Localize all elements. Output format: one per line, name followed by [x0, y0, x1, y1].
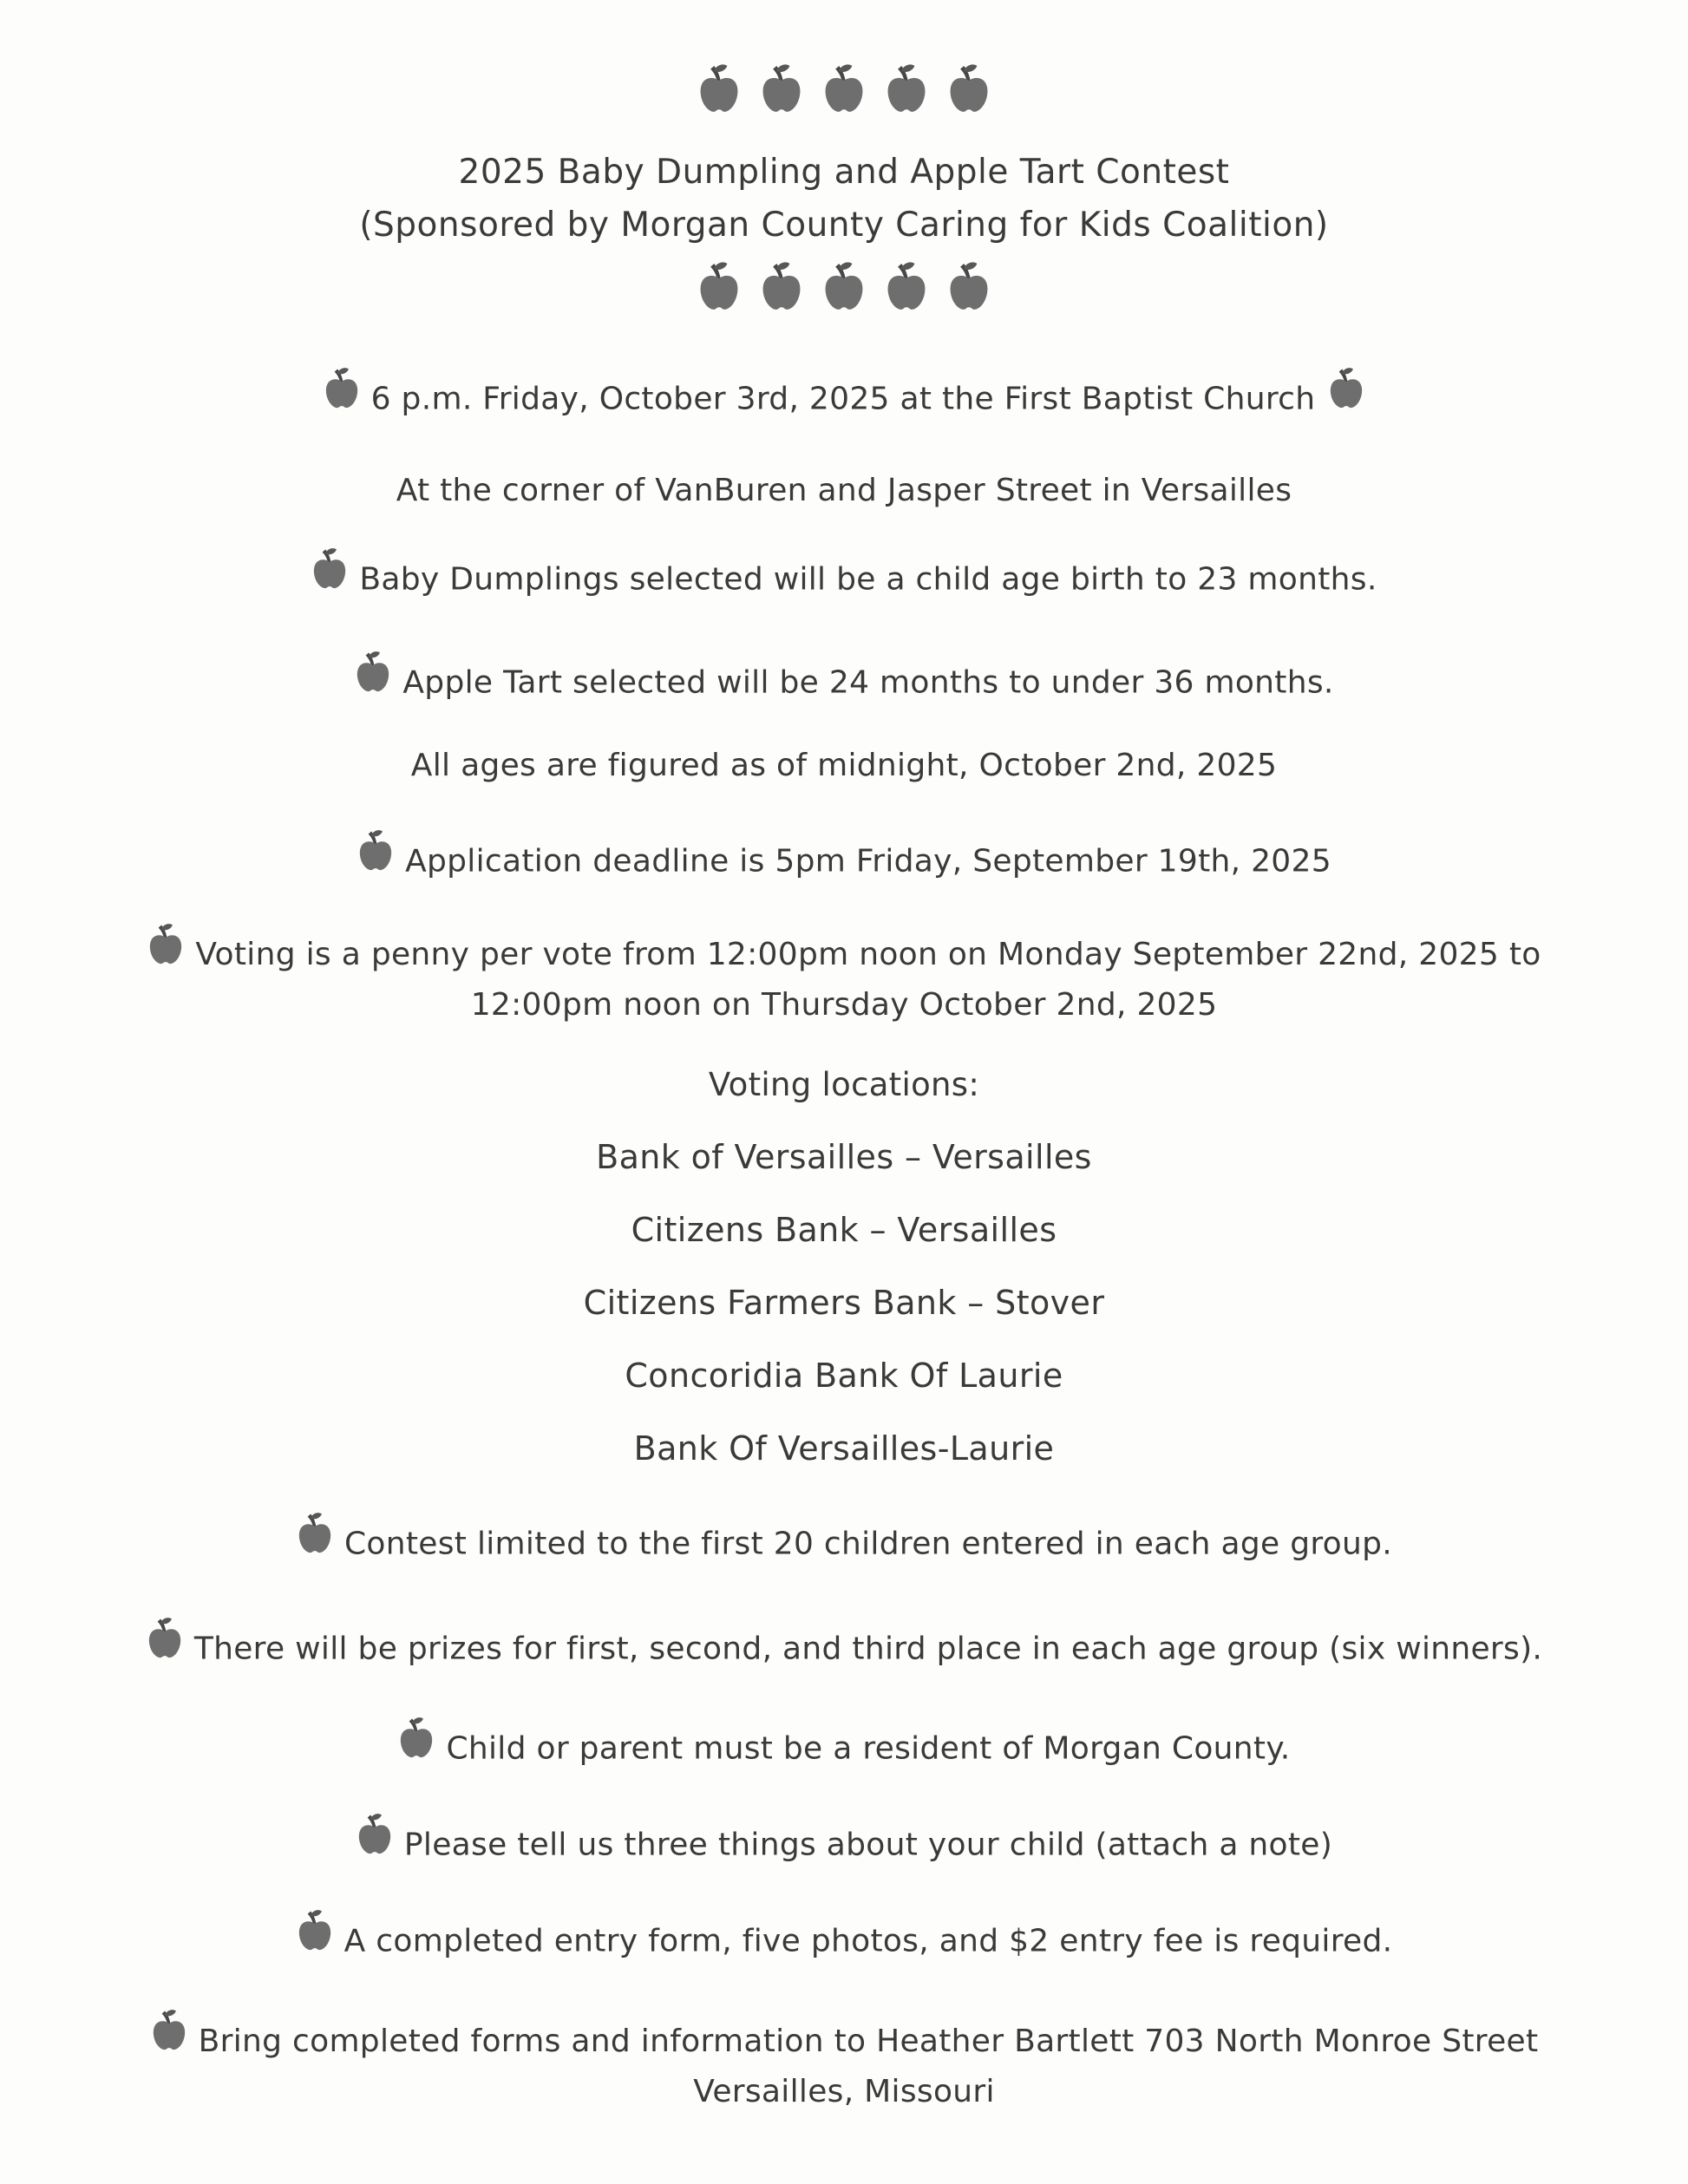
apple-icon	[323, 364, 361, 412]
apple-icon	[884, 258, 929, 314]
contest-limit-line	[0, 1521, 1688, 1569]
apple-icon	[356, 1810, 394, 1858]
apple-tart-text: Apple Tart selected will be 24 months to under 36 months.	[402, 664, 1334, 701]
submit-line	[0, 2017, 1688, 2118]
three-things-text: Please tell us three things about your child (attach a note)	[403, 1827, 1333, 1863]
apple-icon	[946, 258, 991, 314]
prizes-line	[0, 1626, 1688, 1674]
apple-row-bottom	[0, 258, 1688, 314]
apple-icon	[296, 1906, 334, 1954]
prizes-text: There will be prizes for first, second, and third place in each age group (six winners).	[193, 1631, 1543, 1667]
location-line: At the corner of VanBuren and Jasper Street in Versailles	[396, 473, 1292, 508]
apple-icon	[1327, 364, 1365, 412]
submit-text-1: Bring completed forms and information to Heather Bartlett 703 North Monroe Street	[198, 2023, 1539, 2059]
event-line	[0, 376, 1688, 424]
apple-icon	[357, 827, 395, 874]
apple-icon	[397, 1714, 435, 1762]
entry-requirements-text: A completed entry form, five photos, and $2 entry fee is required.	[343, 1923, 1393, 1959]
submit-text-2: Versailles, Missouri	[693, 2073, 995, 2109]
voting-location-item: Bank Of Versailles-Laurie	[633, 1429, 1055, 1468]
deadline-text: Application deadline is 5pm Friday, September 19th, 2025	[405, 843, 1331, 879]
baby-dumplings-line	[0, 557, 1688, 605]
apple-icon	[821, 61, 867, 116]
apple-icon	[147, 920, 185, 968]
apple-icon	[697, 258, 742, 314]
apple-icon	[311, 545, 349, 592]
apple-row-top	[0, 61, 1688, 116]
apple-icon	[946, 61, 991, 116]
apple-icon	[150, 2006, 188, 2054]
resident-line	[0, 1726, 1688, 1774]
ages-line: All ages are figured as of midnight, October 2nd, 2025	[410, 748, 1278, 783]
baby-dumplings-text: Baby Dumplings selected will be a child age birth to 23 months.	[359, 561, 1377, 598]
entry-requirements-line	[0, 1919, 1688, 1966]
apple-icon	[697, 61, 742, 116]
voting-location-item: Citizens Farmers Bank – Stover	[583, 1283, 1105, 1322]
apple-icon	[759, 258, 804, 314]
contest-limit-text: Contest limited to the first 20 children entered in each age group.	[343, 1526, 1393, 1562]
page-subtitle: (Sponsored by Morgan County Caring for Kids Coalition)	[359, 206, 1329, 245]
resident-text: Child or parent must be a resident of Morgan County.	[446, 1730, 1291, 1767]
apple-icon	[296, 1509, 334, 1557]
voting-location-item: Concoridia Bank Of Laurie	[625, 1356, 1063, 1395]
voting-location-item: Bank of Versailles – Versailles	[596, 1137, 1092, 1176]
apple-icon	[884, 61, 929, 116]
voting-locations-heading: Voting locations:	[708, 1065, 980, 1103]
apple-icon	[821, 258, 867, 314]
voting-location-item: Citizens Bank – Versailles	[631, 1210, 1057, 1249]
deadline-line	[0, 839, 1688, 886]
apple-tart-line	[0, 660, 1688, 708]
voting-period-line	[0, 930, 1688, 1031]
apple-icon	[354, 648, 392, 696]
event-text: 6 p.m. Friday, October 3rd, 2025 at the First Baptist Church	[370, 381, 1316, 417]
apple-icon	[146, 1614, 184, 1662]
voting-period-text-2: 12:00pm noon on Thursday October 2nd, 2025	[470, 987, 1218, 1023]
voting-period-text-1: Voting is a penny per vote from 12:00pm noon on Monday September 22nd, 2025 to	[195, 937, 1541, 972]
page-title: 2025 Baby Dumpling and Apple Tart Contest	[458, 153, 1230, 192]
apple-icon	[759, 61, 804, 116]
three-things-line	[0, 1822, 1688, 1870]
